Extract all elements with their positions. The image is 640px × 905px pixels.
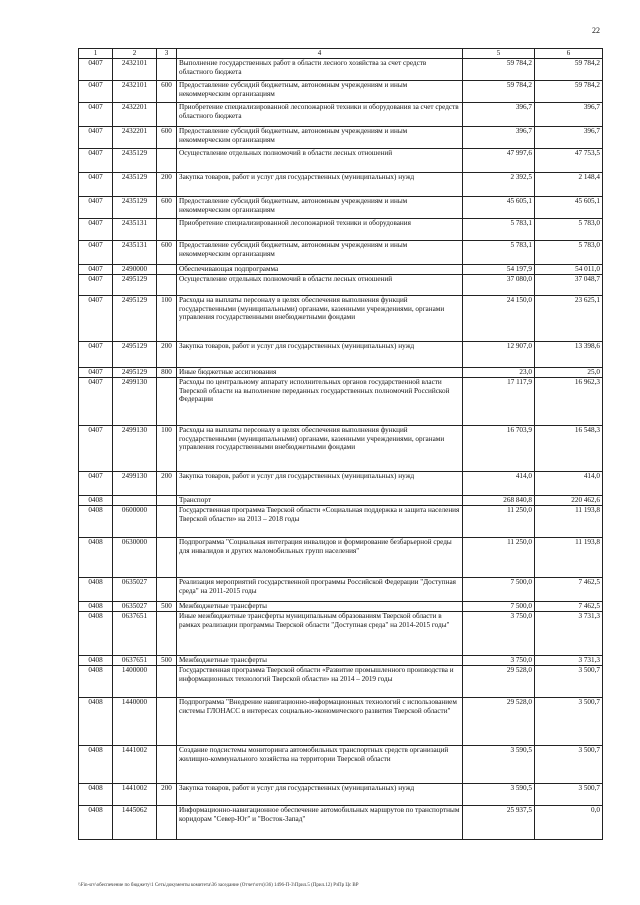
section-code-cell: 0407	[79, 296, 113, 342]
description-cell: Закупка товаров, работ и услуг для государственных (муниципальных) нужд	[177, 173, 463, 197]
description-cell: Расходы по центральному аппарату исполнительных органов государственной власти Тверской области на выполнение переданных государственных полномочий Российской Федерации	[177, 378, 463, 426]
header-cell: 5	[463, 49, 535, 59]
description-cell: Иные бюджетные ассигнования	[177, 368, 463, 378]
executed-amount-cell: 16 962,3	[535, 378, 603, 426]
executed-amount-cell: 3 500,7	[535, 666, 603, 698]
executed-amount-cell: 16 548,3	[535, 426, 603, 472]
table-row	[79, 275, 603, 296]
section-code-cell: 0407	[79, 265, 113, 275]
table-row	[79, 127, 603, 149]
table-row	[79, 103, 603, 127]
table-row	[79, 265, 603, 275]
header-cell: 4	[177, 49, 463, 59]
target-article-cell: 2499130	[113, 472, 157, 496]
executed-amount-cell: 414,0	[535, 472, 603, 496]
expense-type-cell: 600	[157, 127, 177, 149]
description-cell: Государственная программа Тверской области «Развитие промышленного производства и информационных технологий Тверской области» на 2014 – 2019 годы	[177, 666, 463, 698]
description-cell: Межбюджетные трансферты	[177, 656, 463, 666]
target-article-cell: 1445062	[113, 806, 157, 840]
table-row	[79, 656, 603, 666]
section-code-cell: 0408	[79, 666, 113, 698]
section-code-cell: 0408	[79, 506, 113, 538]
header-cell: 3	[157, 49, 177, 59]
section-code-cell: 0407	[79, 127, 113, 149]
planned-amount-cell: 37 080,0	[463, 275, 535, 296]
target-article-cell	[113, 496, 157, 506]
executed-amount-cell: 45 605,1	[535, 197, 603, 219]
planned-amount-cell: 5 783,1	[463, 219, 535, 241]
table-row	[79, 784, 603, 806]
description-cell: Предоставление субсидий бюджетным, автономным учреждениям и иным некоммерческим организациям	[177, 81, 463, 103]
expense-type-cell	[157, 149, 177, 173]
description-cell: Приобретение специализированной лесопожарной техники и оборудования	[177, 219, 463, 241]
section-code-cell: 0408	[79, 496, 113, 506]
executed-amount-cell: 7 462,5	[535, 578, 603, 602]
section-code-cell: 0407	[79, 342, 113, 368]
expense-type-cell: 800	[157, 368, 177, 378]
executed-amount-cell: 25,0	[535, 368, 603, 378]
expense-type-cell	[157, 806, 177, 840]
section-code-cell: 0408	[79, 784, 113, 806]
executed-amount-cell: 11 193,8	[535, 506, 603, 538]
table-row	[79, 496, 603, 506]
section-code-cell: 0407	[79, 241, 113, 265]
planned-amount-cell: 16 703,9	[463, 426, 535, 472]
target-article-cell: 2499130	[113, 426, 157, 472]
table-row	[79, 197, 603, 219]
executed-amount-cell: 396,7	[535, 103, 603, 127]
description-cell: Межбюджетные трансферты	[177, 602, 463, 612]
target-article-cell: 0637651	[113, 612, 157, 656]
target-article-cell: 2495129	[113, 368, 157, 378]
section-code-cell: 0407	[79, 275, 113, 296]
description-cell: Создание подсистемы мониторинга автомобильных транспортных средств организаций жилищно-коммунального хозяйства на территории Тверской области	[177, 746, 463, 784]
expense-type-cell	[157, 698, 177, 746]
planned-amount-cell: 268 840,8	[463, 496, 535, 506]
planned-amount-cell: 3 590,5	[463, 746, 535, 784]
section-code-cell: 0408	[79, 806, 113, 840]
table-row	[79, 666, 603, 698]
planned-amount-cell: 29 528,0	[463, 666, 535, 698]
section-code-cell: 0407	[79, 59, 113, 81]
expense-type-cell	[157, 506, 177, 538]
table-row	[79, 149, 603, 173]
table-row	[79, 368, 603, 378]
target-article-cell: 2432201	[113, 127, 157, 149]
description-cell: Реализация мероприятий государственной программы Российской Федерации "Доступная среда" на 2011-2015 годы	[177, 578, 463, 602]
description-cell: Обеспечивающая подпрограмма	[177, 265, 463, 275]
description-cell: Закупка товаров, работ и услуг для государственных (муниципальных) нужд	[177, 472, 463, 496]
executed-amount-cell: 37 048,7	[535, 275, 603, 296]
executed-amount-cell: 23 625,1	[535, 296, 603, 342]
section-code-cell: 0407	[79, 81, 113, 103]
table-row	[79, 241, 603, 265]
planned-amount-cell: 396,7	[463, 103, 535, 127]
expense-type-cell	[157, 378, 177, 426]
table-row	[79, 59, 603, 81]
expense-type-cell	[157, 538, 177, 578]
executed-amount-cell: 11 193,8	[535, 538, 603, 578]
executed-amount-cell: 47 753,5	[535, 149, 603, 173]
expense-type-cell: 200	[157, 173, 177, 197]
executed-amount-cell: 7 462,5	[535, 602, 603, 612]
description-cell: Приобретение специализированной лесопожарной техники и оборудования за счет средств областного бюджета	[177, 103, 463, 127]
target-article-cell: 2432201	[113, 103, 157, 127]
section-code-cell: 0408	[79, 602, 113, 612]
executed-amount-cell: 3 500,7	[535, 784, 603, 806]
section-code-cell: 0407	[79, 173, 113, 197]
executed-amount-cell: 0,0	[535, 806, 603, 840]
planned-amount-cell: 414,0	[463, 472, 535, 496]
target-article-cell: 2490000	[113, 265, 157, 275]
table-row	[79, 472, 603, 496]
planned-amount-cell: 47 997,6	[463, 149, 535, 173]
header-cell: 1	[79, 49, 113, 59]
planned-amount-cell: 45 605,1	[463, 197, 535, 219]
target-article-cell: 1441002	[113, 784, 157, 806]
target-article-cell: 0635027	[113, 602, 157, 612]
expense-type-cell	[157, 103, 177, 127]
table-row	[79, 426, 603, 472]
planned-amount-cell: 7 500,0	[463, 602, 535, 612]
planned-amount-cell: 24 150,0	[463, 296, 535, 342]
target-article-cell: 2495129	[113, 342, 157, 368]
section-code-cell: 0407	[79, 378, 113, 426]
planned-amount-cell: 17 117,9	[463, 378, 535, 426]
expense-type-cell	[157, 496, 177, 506]
expense-type-cell	[157, 612, 177, 656]
table-row	[79, 806, 603, 840]
executed-amount-cell: 3 500,7	[535, 746, 603, 784]
target-article-cell: 2435129	[113, 197, 157, 219]
section-code-cell: 0407	[79, 472, 113, 496]
section-code-cell: 0407	[79, 368, 113, 378]
description-cell: Государственная программа Тверской области «Социальная поддержка и защита населения Тверской области» на 2013 – 2018 годы	[177, 506, 463, 538]
planned-amount-cell: 12 907,0	[463, 342, 535, 368]
planned-amount-cell: 25 937,5	[463, 806, 535, 840]
target-article-cell: 2435131	[113, 241, 157, 265]
executed-amount-cell: 59 784,2	[535, 81, 603, 103]
expense-type-cell: 600	[157, 241, 177, 265]
expense-type-cell	[157, 578, 177, 602]
section-code-cell: 0408	[79, 698, 113, 746]
section-code-cell: 0408	[79, 746, 113, 784]
planned-amount-cell: 11 250,0	[463, 506, 535, 538]
budget-table	[78, 48, 603, 840]
target-article-cell: 0635027	[113, 578, 157, 602]
table-row	[79, 506, 603, 538]
expense-type-cell: 500	[157, 602, 177, 612]
planned-amount-cell: 29 528,0	[463, 698, 535, 746]
table-body	[79, 49, 603, 840]
planned-amount-cell: 3 750,0	[463, 656, 535, 666]
table-row	[79, 342, 603, 368]
expense-type-cell: 200	[157, 342, 177, 368]
target-article-cell: 2435129	[113, 149, 157, 173]
executed-amount-cell: 5 783,0	[535, 219, 603, 241]
expense-type-cell: 100	[157, 296, 177, 342]
description-cell: Расходы на выплаты персоналу в целях обеспечения выполнения функций государственными (муниципальными) органами, казенными учреждениями, органами управления государственными внебюджетными фондами	[177, 296, 463, 342]
planned-amount-cell: 5 783,1	[463, 241, 535, 265]
executed-amount-cell: 5 783,0	[535, 241, 603, 265]
target-article-cell: 1441002	[113, 746, 157, 784]
description-cell: Предоставление субсидий бюджетным, автономным учреждениям и иным некоммерческим организациям	[177, 127, 463, 149]
description-cell: Осуществление отдельных полномочий в области лесных отношений	[177, 275, 463, 296]
planned-amount-cell: 11 250,0	[463, 538, 535, 578]
executed-amount-cell: 54 011,0	[535, 265, 603, 275]
executed-amount-cell: 2 148,4	[535, 173, 603, 197]
executed-amount-cell: 3 500,7	[535, 698, 603, 746]
description-cell: Подпрограмма "Внедрение навигационно-информационных технологий с использованием системы ГЛОНАСС в интересах социально-экономического развития Тверской области"	[177, 698, 463, 746]
description-cell: Расходы на выплаты персоналу в целях обеспечения выполнения функций государственными (муниципальными) органами, казенными учреждениями, органами управления государственными внебюджетными фондами	[177, 426, 463, 472]
executed-amount-cell: 59 784,2	[535, 59, 603, 81]
description-cell: Транспорт	[177, 496, 463, 506]
description-cell: Предоставление субсидий бюджетным, автономным учреждениям и иным некоммерческим организациям	[177, 241, 463, 265]
expense-type-cell	[157, 219, 177, 241]
planned-amount-cell: 396,7	[463, 127, 535, 149]
planned-amount-cell: 23,0	[463, 368, 535, 378]
description-cell: Иные межбюджетные трансферты муниципальным образованиям Тверской области в рамках реализации программы Тверской области "Доступная среда" на 2014-2015 годы"	[177, 612, 463, 656]
expense-type-cell	[157, 746, 177, 784]
description-cell: Выполнение государственных работ в области лесного хозяйства за счет средств областного бюджета	[177, 59, 463, 81]
description-cell: Закупка товаров, работ и услуг для государственных (муниципальных) нужд	[177, 784, 463, 806]
header-row	[79, 49, 603, 59]
table-row	[79, 578, 603, 602]
section-code-cell: 0408	[79, 578, 113, 602]
table-row	[79, 173, 603, 197]
section-code-cell: 0408	[79, 656, 113, 666]
header-cell: 6	[535, 49, 603, 59]
section-code-cell: 0407	[79, 149, 113, 173]
executed-amount-cell: 220 462,6	[535, 496, 603, 506]
table-row	[79, 219, 603, 241]
executed-amount-cell: 13 398,6	[535, 342, 603, 368]
planned-amount-cell: 3 750,0	[463, 612, 535, 656]
page-number: 22	[592, 26, 600, 35]
table-row	[79, 538, 603, 578]
table-row	[79, 81, 603, 103]
file-path-footer: \\Fin-srv\обеспечение по бюджету\1 Сеть\документы комитета\36 заседание (Отчет\отч)\36) 1496-П-3\Прил.5 (Прил.12) РзПр Цс ВР	[78, 883, 359, 888]
table-row	[79, 698, 603, 746]
planned-amount-cell: 59 784,2	[463, 81, 535, 103]
expense-type-cell: 600	[157, 81, 177, 103]
executed-amount-cell: 396,7	[535, 127, 603, 149]
expense-type-cell: 500	[157, 656, 177, 666]
expense-type-cell: 600	[157, 197, 177, 219]
expense-type-cell	[157, 666, 177, 698]
table-row	[79, 296, 603, 342]
table-row	[79, 746, 603, 784]
target-article-cell: 1400000	[113, 666, 157, 698]
target-article-cell: 2495129	[113, 275, 157, 296]
description-cell: Информационно-навигационное обеспечение автомобильных маршрутов по транспортным коридорам "Север-Юг" и "Восток-Запад"	[177, 806, 463, 840]
description-cell: Предоставление субсидий бюджетным, автономным учреждениям и иным некоммерческим организациям	[177, 197, 463, 219]
executed-amount-cell: 3 731,3	[535, 656, 603, 666]
planned-amount-cell: 7 500,0	[463, 578, 535, 602]
expense-type-cell: 200	[157, 472, 177, 496]
description-cell: Подпрограмма "Социальная интеграция инвалидов и формирование безбарьерной среды для инвалидов и других маломобильных групп населения"	[177, 538, 463, 578]
target-article-cell: 2432101	[113, 59, 157, 81]
table-row	[79, 602, 603, 612]
description-cell: Закупка товаров, работ и услуг для государственных (муниципальных) нужд	[177, 342, 463, 368]
executed-amount-cell: 3 731,3	[535, 612, 603, 656]
expense-type-cell: 100	[157, 426, 177, 472]
target-article-cell: 0600000	[113, 506, 157, 538]
expense-type-cell	[157, 275, 177, 296]
target-article-cell: 0637651	[113, 656, 157, 666]
section-code-cell: 0407	[79, 426, 113, 472]
expense-type-cell	[157, 59, 177, 81]
section-code-cell: 0408	[79, 612, 113, 656]
section-code-cell: 0407	[79, 103, 113, 127]
section-code-cell: 0407	[79, 219, 113, 241]
target-article-cell: 2495129	[113, 296, 157, 342]
planned-amount-cell: 59 784,2	[463, 59, 535, 81]
description-cell: Осуществление отдельных полномочий в области лесных отношений	[177, 149, 463, 173]
section-code-cell: 0408	[79, 538, 113, 578]
target-article-cell: 2499130	[113, 378, 157, 426]
planned-amount-cell: 3 590,5	[463, 784, 535, 806]
target-article-cell: 2432101	[113, 81, 157, 103]
target-article-cell: 2435129	[113, 173, 157, 197]
header-cell: 2	[113, 49, 157, 59]
target-article-cell: 2435131	[113, 219, 157, 241]
planned-amount-cell: 2 392,5	[463, 173, 535, 197]
table-row	[79, 378, 603, 426]
section-code-cell: 0407	[79, 197, 113, 219]
target-article-cell: 1440000	[113, 698, 157, 746]
planned-amount-cell: 54 197,9	[463, 265, 535, 275]
expense-type-cell: 200	[157, 784, 177, 806]
table-row	[79, 612, 603, 656]
target-article-cell: 0630000	[113, 538, 157, 578]
expense-type-cell	[157, 265, 177, 275]
